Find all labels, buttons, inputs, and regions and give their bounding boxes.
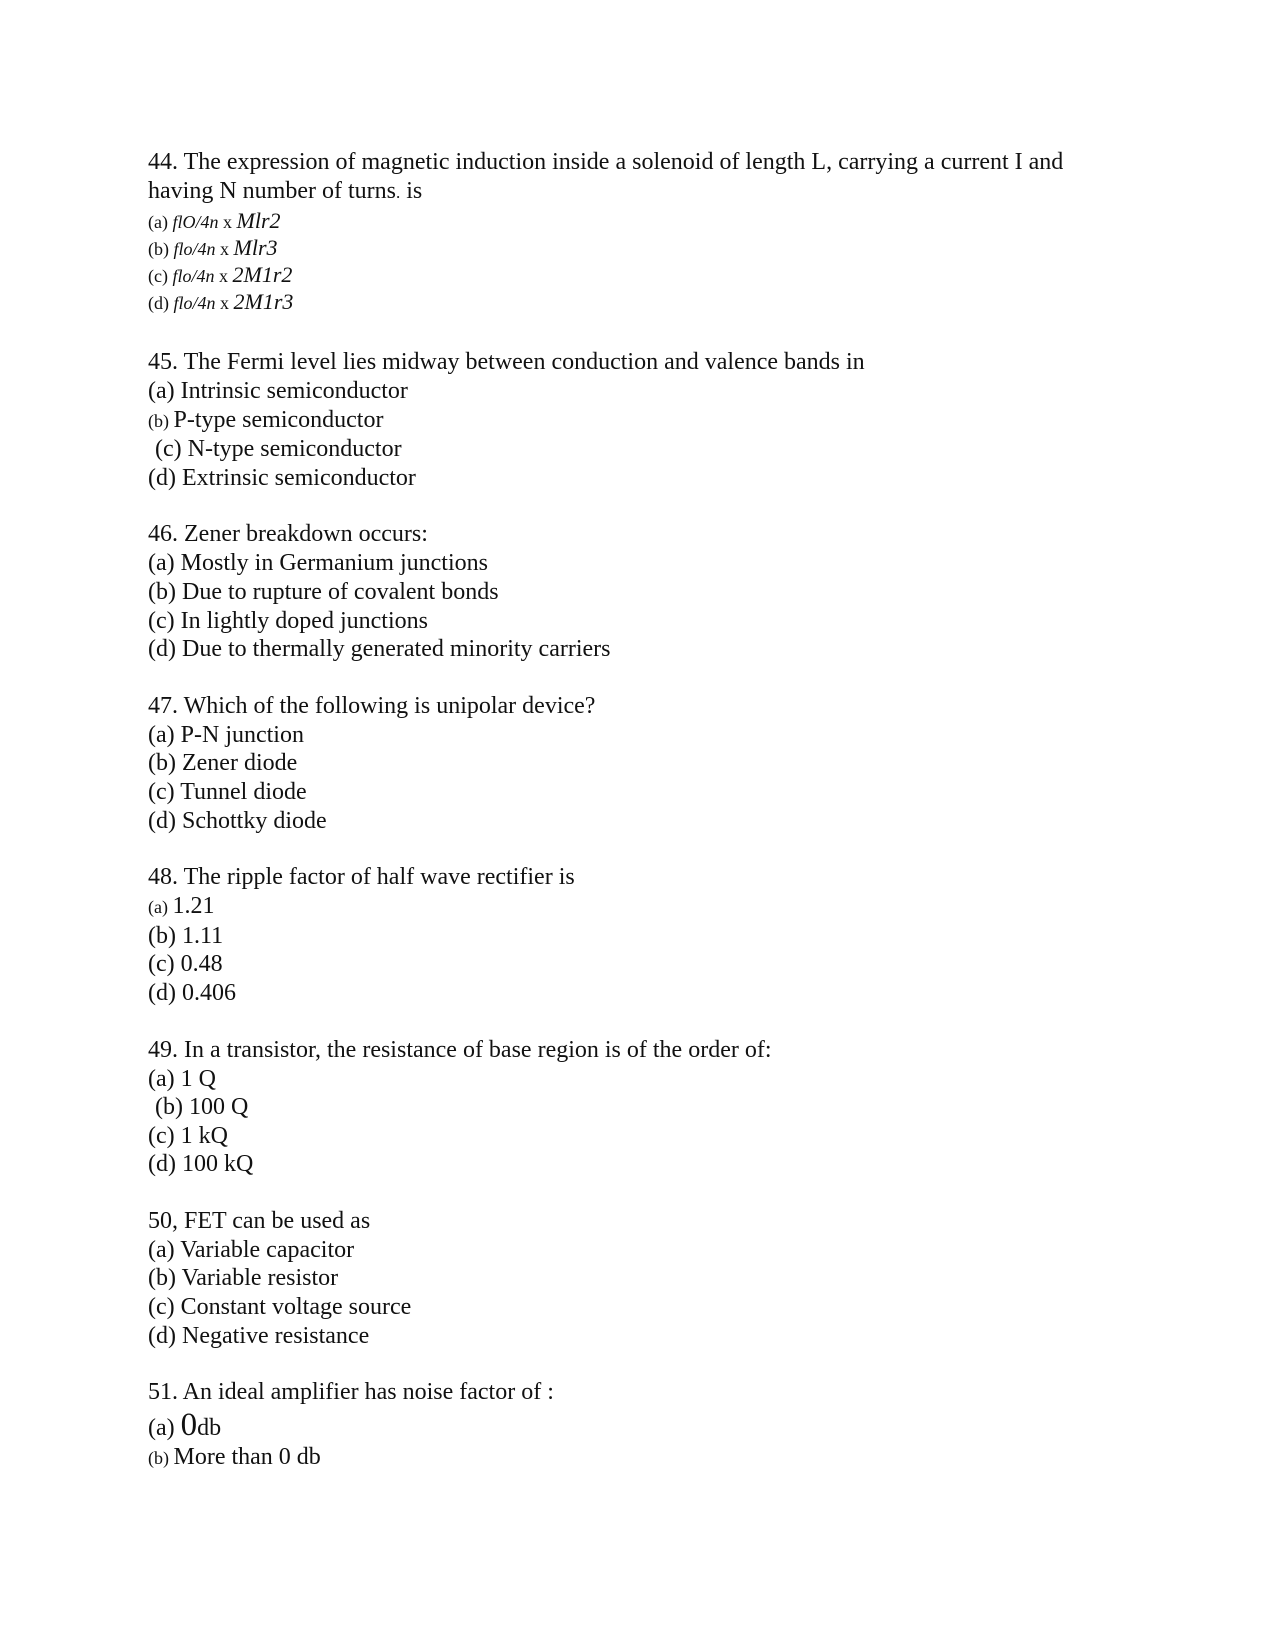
option-a: (a) Mostly in Germanium junctions xyxy=(148,550,488,577)
option-d: (d) Schottky diode xyxy=(148,807,327,834)
question-46 xyxy=(148,520,1128,663)
question-44 xyxy=(148,148,1128,316)
option-a: (a) P-N junction xyxy=(148,721,304,748)
option-a: (a) Variable capacitor xyxy=(148,1236,355,1263)
question-stem: 45. The Fermi level lies midway between conduction and valence bands in xyxy=(148,349,865,375)
option-d: (d) Extrinsic semiconductor xyxy=(148,464,416,491)
question-51 xyxy=(148,1378,1128,1473)
question-50 xyxy=(148,1207,1128,1350)
option-a: (a) 0db xyxy=(148,1407,222,1444)
option-b: (b) Variable resistor xyxy=(148,1265,339,1292)
question-stem: 51. An ideal amplifier has noise factor of : xyxy=(148,1379,554,1406)
option-d: (d) Negative resistance xyxy=(148,1322,370,1349)
question-stem: 44. The expression of magnetic induction inside a solenoid of length L, carrying a current I and having N number of turns. is xyxy=(148,149,1064,204)
option-d: (d) 0.406 xyxy=(148,979,236,1006)
option-d: (d) Due to thermally generated minority carriers xyxy=(148,636,611,663)
question-stem: 48. The ripple factor of half wave rectifier is xyxy=(148,864,575,891)
option-b: (b) 1.11 xyxy=(148,922,224,949)
option-c: (c) 1 kQ xyxy=(148,1122,228,1149)
option-c: (c) 0.48 xyxy=(148,951,223,978)
option-c: (c) N-type semiconductor xyxy=(155,436,402,463)
option-c: (c) flo/4n x 2M1r2 xyxy=(148,262,293,287)
question-47 xyxy=(148,692,1128,835)
option-a: (a) flO/4n x Mlr2 xyxy=(148,208,281,233)
option-b: (b) More than 0 db xyxy=(148,1444,321,1471)
question-stem: 47. Which of the following is unipolar device? xyxy=(148,692,596,719)
option-c: (c) Tunnel diode xyxy=(148,778,307,805)
option-a: (a) Intrinsic semiconductor xyxy=(148,378,408,404)
option-a: (a) 1 Q xyxy=(148,1065,216,1092)
question-stem: 46. Zener breakdown occurs: xyxy=(148,521,428,548)
question-page xyxy=(148,148,1128,1501)
option-b: (b) Due to rupture of covalent bonds xyxy=(148,578,499,605)
option-a: (a) 1.21 xyxy=(148,893,215,920)
question-stem: 49. In a transistor, the resistance of base region is of the order of: xyxy=(148,1036,772,1063)
question-45 xyxy=(148,348,1128,492)
option-b: (b) P-type semiconductor xyxy=(148,406,384,433)
option-b: (b) 100 Q xyxy=(155,1094,249,1121)
question-49 xyxy=(148,1036,1128,1179)
question-48 xyxy=(148,863,1128,1007)
option-b: (b) Zener diode xyxy=(148,750,298,777)
option-b: (b) flo/4n x Mlr3 xyxy=(148,235,278,260)
option-d: (d) flo/4n x 2M1r3 xyxy=(148,289,294,314)
option-d: (d) 100 kQ xyxy=(148,1151,254,1178)
question-stem: 50, FET can be used as xyxy=(148,1207,371,1234)
option-c: (c) In lightly doped junctions xyxy=(148,607,428,634)
option-c: (c) Constant voltage source xyxy=(148,1294,412,1321)
